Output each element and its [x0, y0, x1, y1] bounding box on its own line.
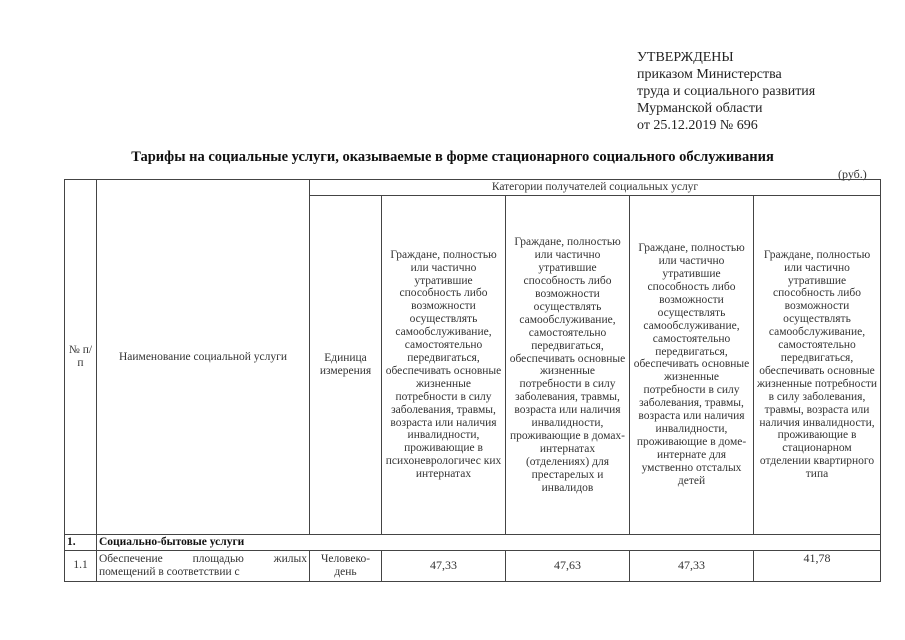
- approval-line: УТВЕРЖДЕНЫ: [637, 50, 734, 65]
- header-number: № п/п: [65, 180, 97, 535]
- approval-line: труда и социального развития: [637, 84, 816, 99]
- header-category-3: Граждане, полностью или частично утратившие способность либо возможности осуществлять самообслуживание, самостоятельно передвигаться, обеспечивать основные жизненные потребности в силу заболевания, травмы, возраста или наличия инвалидности, проживающие в доме-интернате для умственно отсталых детей: [630, 195, 754, 534]
- header-category-1: Граждане, полностью или частично утратившие способность либо возможности осуществлять самообслуживание, самостоятельно передвигаться, обеспечивать основные жизненные потребности в силу заболевания, травмы, возраста или наличия инвалидности, проживающие в психоневрологичес ких интернатах: [382, 195, 506, 534]
- table-row: [65, 550, 881, 581]
- header-unit: Единица измерения: [310, 195, 382, 534]
- section-number: 1.: [65, 534, 97, 550]
- header-row-categories: [65, 180, 881, 196]
- row-value: 47,33: [630, 550, 754, 581]
- row-number: 1.1: [65, 550, 97, 581]
- approval-line: Мурманской области: [637, 101, 763, 116]
- header-categories-title: Категории получателей социальных услуг: [310, 180, 881, 196]
- row-service-name: Обеспечение площадью жилых помещений в соответствии с: [97, 550, 310, 581]
- header-category-2: Граждане, полностью или частично утратившие способность либо возможности осуществлять самообслуживание, самостоятельно передвигаться, обеспечивать основные жизненные потребности в силу заболевания, травмы, возраста или наличия инвалидности, проживающие в домах-интернатах (отделениях) для престарелых и инвалидов: [506, 195, 630, 534]
- units-note: (руб.): [838, 167, 867, 181]
- row-value: 41,78: [754, 550, 881, 581]
- section-row: [65, 534, 881, 550]
- row-unit: Человеко-день: [310, 550, 382, 581]
- header-service-name: Наименование социальной услуги: [97, 180, 310, 535]
- section-name: Социально-бытовые услуги: [97, 534, 881, 550]
- row-value: 47,33: [382, 550, 506, 581]
- approval-line: приказом Министерства: [637, 67, 782, 82]
- document-title: Тарифы на социальные услуги, оказываемые в форме стационарного социального обслуживания: [131, 149, 774, 165]
- header-category-4: Граждане, полностью или частично утратившие способность либо возможности осуществлять самообслуживание, самостоятельно передвигаться, обеспечивать основные жизненные потребности в силу заболевания, травмы, возраста или наличия инвалидности, проживающие в стационарном отделении квартирного типа: [754, 195, 881, 534]
- approval-block: [637, 49, 815, 134]
- row-value: 47,63: [506, 550, 630, 581]
- tariffs-table: [64, 179, 881, 582]
- approval-line: от 25.12.2019 № 696: [637, 118, 758, 133]
